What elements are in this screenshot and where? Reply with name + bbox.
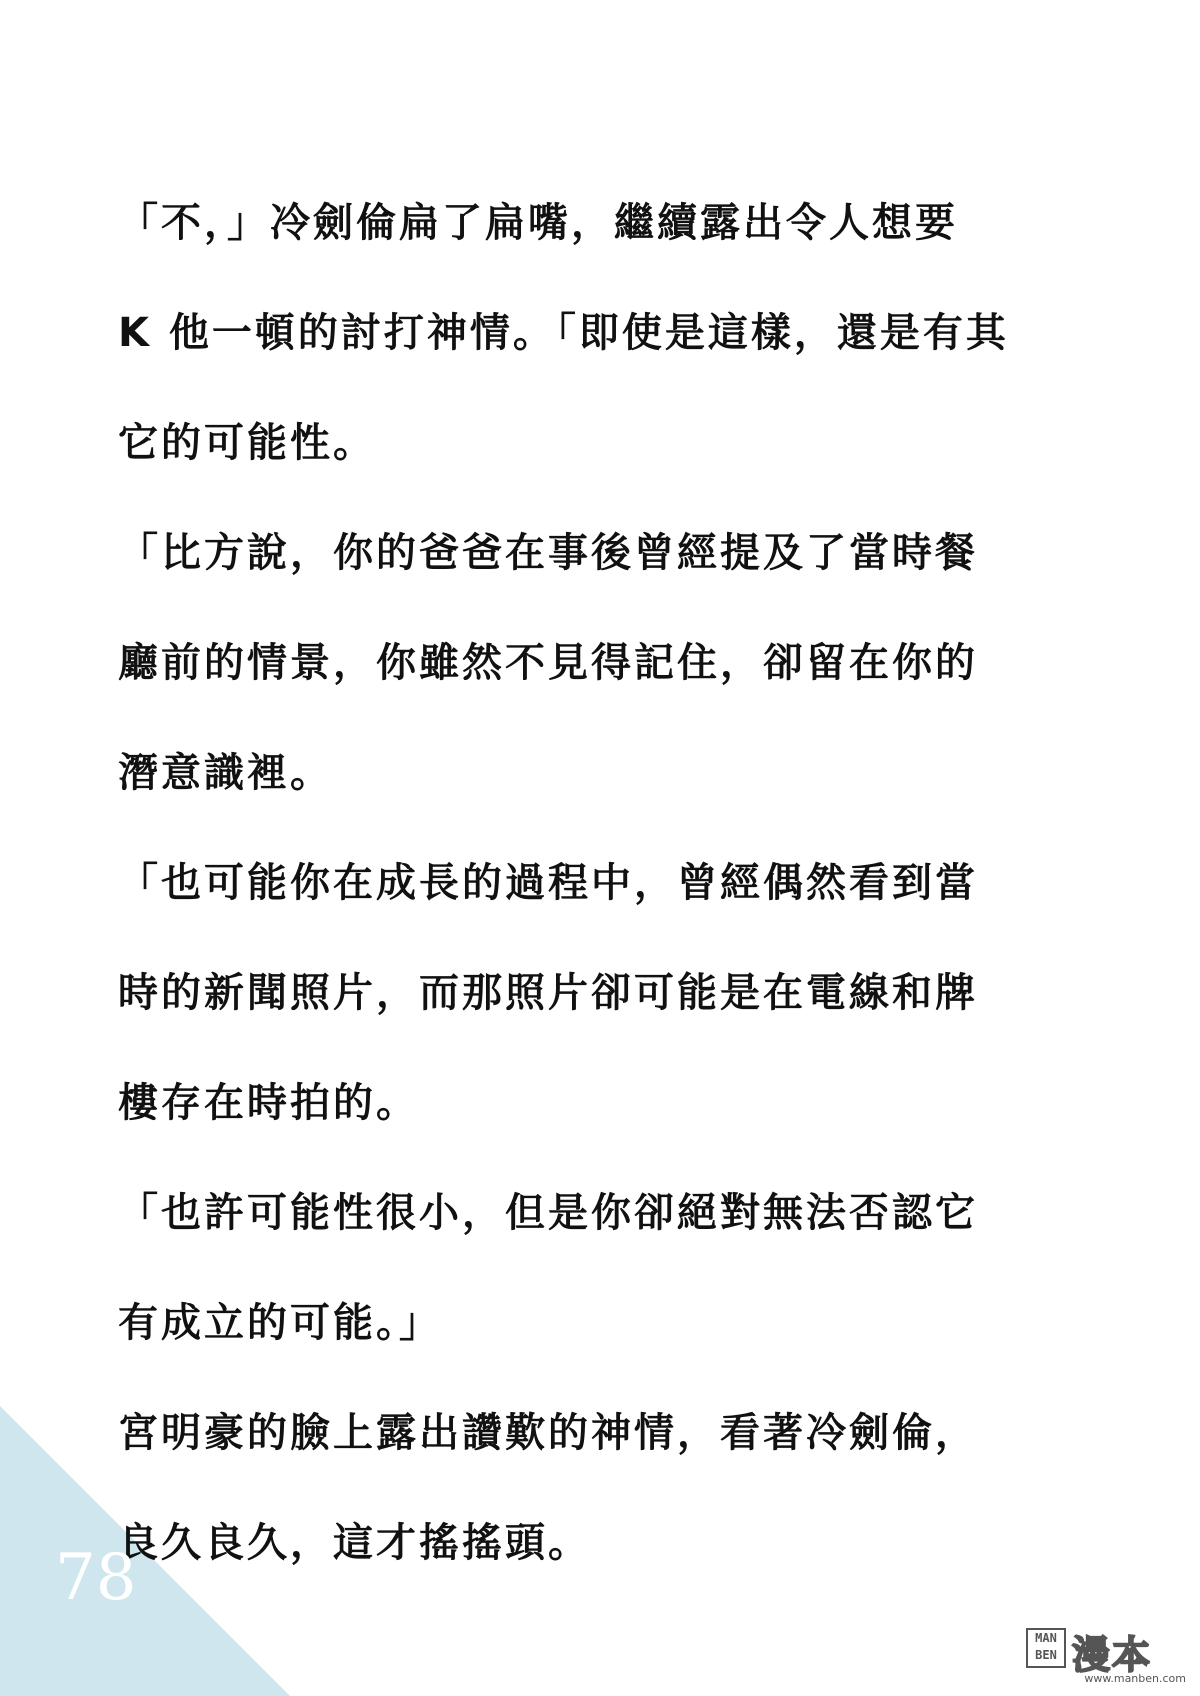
text-line: 時的新聞照片，而那照片卻可能是在電線和牌 — [118, 970, 978, 1016]
text-line: 「也可能你在成長的過程中，曾經偶然看到當 — [118, 860, 978, 906]
watermark-url: www.manben.com — [1084, 1672, 1186, 1685]
text-line: K 他一頓的討打神情。「即使是這樣，還是有其 — [118, 310, 1009, 356]
watermark-box-bottom: BEN — [1035, 1648, 1057, 1662]
page-number: 78 — [55, 1541, 137, 1615]
text-line: 廳前的情景，你雖然不見得記住，卻留在你的 — [118, 640, 978, 686]
body-text — [118, 168, 1088, 1598]
text-line: 樓存在時拍的。 — [118, 1080, 419, 1126]
watermark-cjk: 漫本 — [1072, 1633, 1153, 1677]
watermark-box-top: MAN — [1035, 1631, 1057, 1645]
text-line: 良久良久，這才搖搖頭。 — [118, 1520, 591, 1566]
text-line: 「也許可能性很小，但是你卻絕對無法否認它 — [118, 1190, 978, 1236]
text-line: 「比方說，你的爸爸在事後曾經提及了當時餐 — [118, 530, 978, 576]
text-line: 它的可能性。 — [118, 420, 376, 466]
text-line: 「不，」冷劍倫扁了扁嘴，繼續露出令人想要 — [118, 200, 958, 246]
text-line: 潛意識裡。 — [118, 750, 333, 796]
text-line: 有成立的可能。」 — [118, 1300, 442, 1346]
watermark-logo — [1026, 1626, 1186, 1686]
watermark-box — [1026, 1628, 1066, 1668]
text-line: 宮明豪的臉上露出讚歎的神情，看著冷劍倫， — [118, 1410, 978, 1456]
